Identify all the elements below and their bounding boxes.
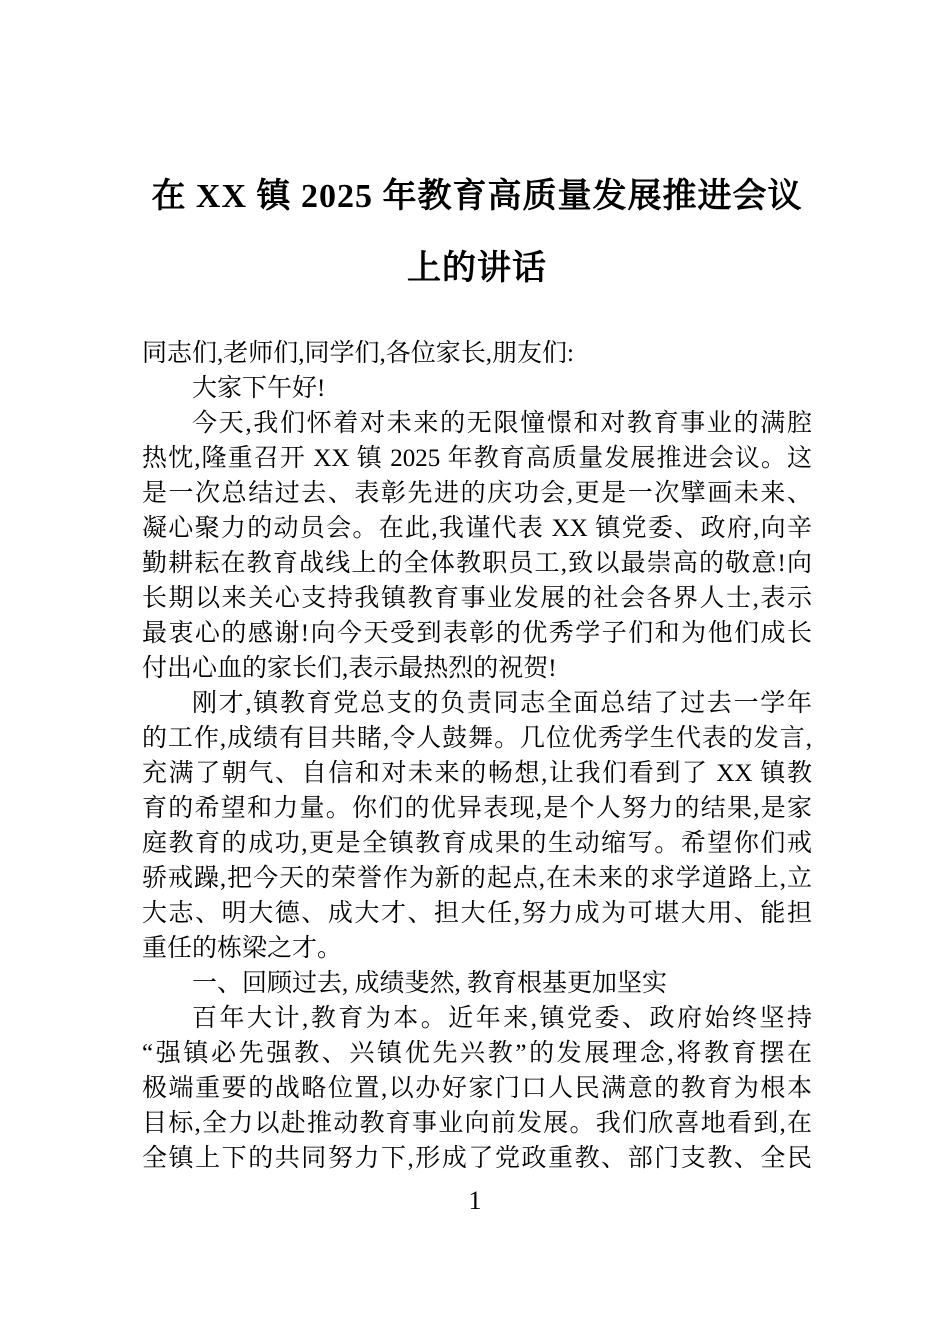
text-line: 的工作,成绩有目共睹,令人鼓舞。几位优秀学生代表的发言, <box>142 725 812 752</box>
text-line: 热忱,隆重召开 XX 镇 2025 年教育高质量发展推进会议。这 <box>142 445 812 472</box>
title-line-2: 上的讲话 <box>407 250 547 287</box>
text-line: 凝心聚力的动员会。在此,我谨代表 XX 镇党委、政府,向辛 <box>142 515 812 542</box>
text-line: 百年大计,教育为本。近年来,镇党委、政府始终坚持 <box>192 1005 812 1032</box>
page-number: 1 <box>468 1186 482 1215</box>
text-line: 最衷心的感谢!向今天受到表彰的优秀学子们和为他们成长 <box>142 620 812 647</box>
document-title <box>142 161 812 305</box>
text-line: 极端重要的战略位置,以办好家门口人民满意的教育为根本 <box>142 1075 812 1102</box>
text-line: 今天,我们怀着对未来的无限憧憬和对教育事业的满腔 <box>192 410 812 437</box>
text-line: 付出心血的家长们,表示最热烈的祝贺! <box>142 655 557 682</box>
text-line: 刚才,镇教育党总支的负责同志全面总结了过去一学年 <box>192 690 812 717</box>
document-body <box>142 336 812 1176</box>
text-line: 目标,全力以赴推动教育事业向前发展。我们欣喜地看到,在 <box>142 1110 812 1137</box>
text-line: 骄戒躁,把今天的荣誉作为新的起点,在未来的求学道路上,立 <box>142 865 812 892</box>
text-line: 全镇上下的共同努力下,形成了党政重教、部门支教、全民 <box>142 1145 812 1172</box>
text-line: 充满了朝气、自信和对未来的畅想,让我们看到了 XX 镇教 <box>142 760 812 787</box>
text-line: 是一次总结过去、表彰先进的庆功会,更是一次擘画未来、 <box>142 480 812 507</box>
text-line: 重任的栋梁之才。 <box>142 935 343 962</box>
text-line: 长期以来关心支持我镇教育事业发展的社会各界人士,表示 <box>142 585 812 612</box>
section-heading: 一、回顾过去, 成绩斐然, 教育根基更加坚实 <box>192 970 668 997</box>
text-line: 庭教育的成功,更是全镇教育成果的生动缩写。希望你们戒 <box>142 830 812 857</box>
title-line-1: 在 XX 镇 2025 年教育高质量发展推进会议 <box>151 178 803 215</box>
text-line: 大家下午好! <box>192 375 326 402</box>
text-line: 同志们,老师们,同学们,各位家长,朋友们: <box>142 340 574 367</box>
text-line: 育的希望和力量。你们的优异表现,是个人努力的结果,是家 <box>142 795 812 822</box>
text-line: “强镇必先强教、兴镇优先兴教”的发展理念,将教育摆在 <box>142 1040 812 1067</box>
text-line: 勤耕耘在教育战线上的全体教职员工,致以最崇高的敬意!向 <box>142 550 812 577</box>
text-line: 大志、明大德、成大才、担大任,努力成为可堪大用、能担 <box>142 900 812 927</box>
